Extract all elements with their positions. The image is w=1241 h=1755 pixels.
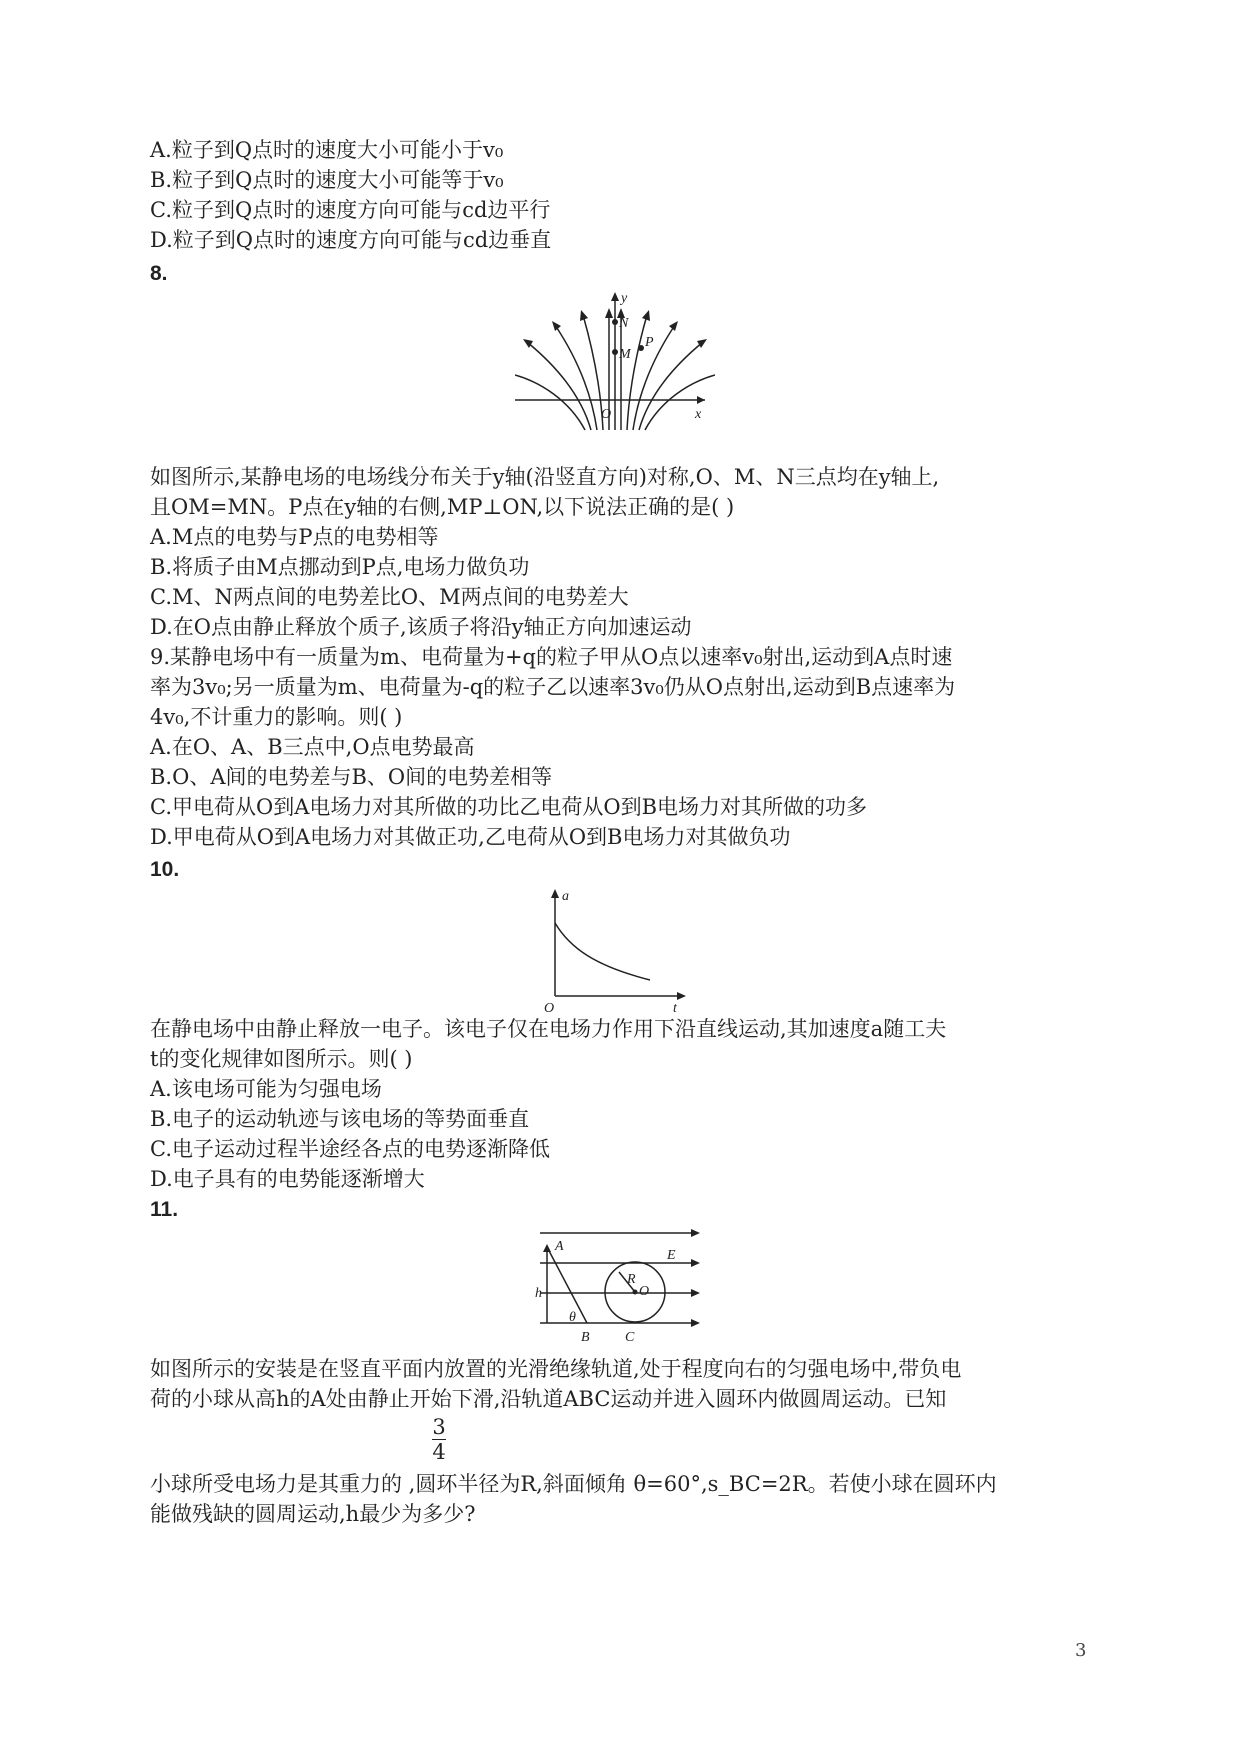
center-o-label: O (639, 1284, 650, 1299)
point-n (612, 319, 618, 325)
x-axis-label: x (695, 407, 702, 422)
page-number: 3 (1075, 1640, 1087, 1661)
q8-option-c: C.M、N两点间的电势差比O、M两点间的电势差大 (150, 585, 629, 609)
q8-stem-line-1: 如图所示,某静电场的电场线分布关于y轴(沿竖直方向)对称,O、M、N三点均在y轴上, (150, 465, 940, 489)
q11-stem-line-4: 能做残缺的圆周运动,h最少为多少? (150, 1502, 476, 1526)
point-m (612, 349, 618, 355)
q11-stem-line-3: 小球所受电场力是其重力的 ,圆环半径为R,斜面倾角 θ=60°,s_BC=2R。若使小球在圆环内 (150, 1472, 997, 1496)
q9-option-a: A.在O、A、B三点中,O点电势最高 (150, 735, 475, 759)
t-axis-label: t (673, 1001, 677, 1013)
radius-label: R (627, 1272, 636, 1287)
track-diagram (535, 1225, 710, 1350)
field-lines-diagram (515, 290, 715, 440)
fraction-numerator: 3 (432, 1415, 446, 1439)
fraction-denominator: 4 (432, 1440, 446, 1464)
q11-track-figure (535, 1225, 710, 1354)
angle-theta-label: θ (569, 1310, 576, 1325)
q8-option-a: A.M点的电势与P点的电势相等 (150, 525, 439, 549)
q9-stem-line-1: 9.某静电场中有一质量为m、电荷量为+q的粒子甲从O点以速率v₀射出,运动到A点时速 (150, 645, 953, 669)
q7-option-c: C.粒子到Q点时的速度方向可能与cd边平行 (150, 198, 551, 222)
q11-stem-line-1: 如图所示的安装是在竖直平面内放置的光滑绝缘轨道,处于程度向右的匀强电场中,带负电 (150, 1357, 962, 1381)
point-b-label: B (581, 1330, 590, 1345)
q9-stem-line-2: 率为3v₀;另一质量为m、电荷量为-q的粒子乙以速率3v₀仍从O点射出,运动到B点速率为 (150, 675, 956, 699)
origin-label: O (544, 1001, 555, 1013)
incline (547, 1247, 587, 1323)
q11-stem-line-2: 荷的小球从高h的A处由静止开始下滑,沿轨道ABC运动并进入圆环内做圆周运动。已知 (150, 1387, 947, 1411)
point-p (638, 345, 644, 351)
a-axis-label: a (562, 889, 569, 904)
field-e-label: E (667, 1248, 676, 1263)
q9-option-c: C.甲电荷从O到A电场力对其所做的功比乙电荷从O到B电场力对其所做的功多 (150, 795, 868, 819)
q10-number: 10. (150, 858, 180, 881)
q7-option-d: D.粒子到Q点时的速度方向可能与cd边垂直 (150, 228, 552, 252)
q9-option-d: D.甲电荷从O到A电场力对其做正功,乙电荷从O到B电场力对其做负功 (150, 825, 791, 849)
p-label: P (645, 335, 654, 350)
q10-stem-line-1: 在静电场中由静止释放一电子。该电子仅在电场力作用下沿直线运动,其加速度a随工夫 (150, 1017, 947, 1041)
q8-stem-line-2: 且OM=MN。P点在y轴的右侧,MP⊥ON,以下说法正确的是( ) (150, 495, 735, 519)
q10-option-c: C.电子运动过程半途经各点的电势逐渐降低 (150, 1137, 550, 1161)
fraction-three-quarters (432, 1415, 446, 1464)
q8-number: 8. (150, 262, 168, 285)
q8-field-lines-figure (515, 290, 715, 444)
origin-label: O (601, 407, 612, 422)
q10-option-a: A.该电场可能为匀强电场 (150, 1077, 382, 1101)
point-a-label: A (555, 1239, 564, 1254)
q11-number: 11. (150, 1198, 179, 1221)
q8-option-b: B.将质子由M点挪动到P点,电场力做负功 (150, 555, 530, 579)
acceleration-curve (555, 923, 650, 980)
q7-option-b: B.粒子到Q点时的速度大小可能等于v₀ (150, 168, 504, 192)
q9-option-b: B.O、A间的电势差与B、O间的电势差相等 (150, 765, 553, 789)
m-label: M (619, 347, 631, 362)
q7-option-a: A.粒子到Q点时的速度大小可能小于v₀ (150, 138, 504, 162)
q9-stem-line-3: 4v₀,不计重力的影响。则( ) (150, 705, 403, 729)
y-axis-label: y (621, 291, 628, 306)
q10-stem-line-2: t的变化规律如图所示。则( ) (150, 1047, 413, 1071)
q10-acceleration-figure (540, 888, 690, 1017)
n-label: N (619, 316, 629, 331)
height-h-label: h (535, 1286, 542, 1301)
q10-option-d: D.电子具有的电势能逐渐增大 (150, 1167, 425, 1191)
point-c-label: C (625, 1330, 635, 1345)
q8-option-d: D.在O点由静止释放个质子,该质子将沿y轴正方向加速运动 (150, 615, 692, 639)
q10-option-b: B.电子的运动轨迹与该电场的等势面垂直 (150, 1107, 530, 1131)
acceleration-time-graph (540, 888, 690, 1013)
